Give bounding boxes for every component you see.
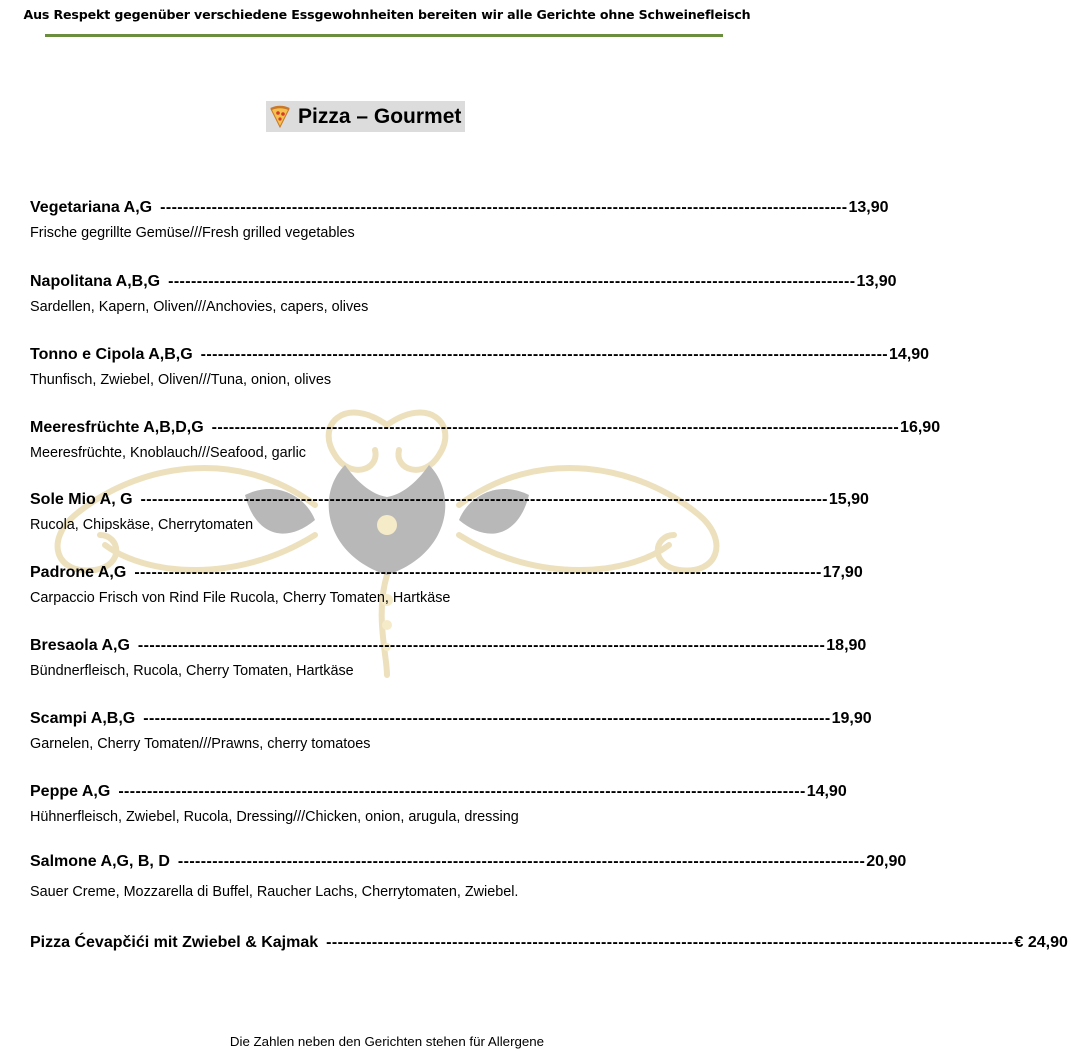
dish-description: Sardellen, Kapern, Oliven///Anchovies, capers, olives <box>30 299 369 315</box>
dish-price: 14,90 <box>806 783 847 800</box>
menu-item <box>30 564 863 606</box>
dot-leader: ------------------------------------------------------------------------------------------------------------------------ <box>211 419 900 436</box>
dish-name: Vegetariana A,G <box>30 199 153 216</box>
section-title <box>266 101 465 132</box>
dish-name: Peppe A,G <box>30 783 111 800</box>
allergen-footnote: Die Zahlen neben den Gerichten stehen für Allergene <box>229 1034 545 1049</box>
dish-description: Garnelen, Cherry Tomaten///Prawns, cherry tomatoes <box>30 736 371 752</box>
section-title-text: Pizza – Gourmet <box>298 104 462 128</box>
menu-item <box>30 346 930 388</box>
dot-leader: ------------------------------------------------------------------------------------------------------------------------ <box>118 783 806 800</box>
dish-name: Bresaola A,G <box>30 637 130 654</box>
menu-item <box>30 419 941 461</box>
menu-item <box>30 710 872 752</box>
menu-item <box>30 491 869 533</box>
dish-price: 20,90 <box>866 853 907 870</box>
dot-leader: ------------------------------------------------------------------------------------------------------------------------ <box>200 346 889 363</box>
dish-description: Carpaccio Frisch von Rind File Rucola, Cherry Tomaten, Hartkäse <box>30 590 451 606</box>
pizza-slice-icon <box>269 106 291 128</box>
dot-leader: ------------------------------------------------------------------------------------------------------------------------ <box>140 491 828 508</box>
dish-description: Frische gegrillte Gemüse///Fresh grilled vegetables <box>30 225 355 241</box>
dish-price: 16,90 <box>900 419 941 436</box>
dish-name: Meeresfrüchte A,B,D,G <box>30 419 204 436</box>
dish-description: Bündnerfleisch, Rucola, Cherry Tomaten, Hartkäse <box>30 663 354 679</box>
dot-leader: ------------------------------------------------------------------------------------------------------------------------ <box>134 564 822 581</box>
dish-name: Sole Mio A, G <box>30 491 133 508</box>
dish-price: 17,90 <box>822 564 863 581</box>
dot-leader: ------------------------------------------------------------------------------------------------------------------------ <box>326 934 1014 951</box>
dish-description: Hühnerfleisch, Zwiebel, Rucola, Dressing///Chicken, onion, arugula, dressing <box>30 809 519 825</box>
dish-name: Pizza Ćevapčići mit Zwiebel & Kajmak <box>30 934 319 951</box>
menu-item <box>30 853 907 900</box>
menu-item <box>30 199 889 241</box>
header-divider <box>45 34 723 37</box>
dish-name: Salmone A,G, B, D <box>30 853 170 870</box>
menu-item <box>30 783 847 825</box>
dish-price: 15,90 <box>828 491 869 508</box>
dish-name: Napolitana A,B,G <box>30 273 161 290</box>
menu-item <box>30 273 897 315</box>
dish-price: € 24,90 <box>1014 934 1068 951</box>
dish-name: Tonno e Cipola A,B,G <box>30 346 193 363</box>
menu-item <box>30 934 1068 952</box>
dish-price: 18,90 <box>826 637 867 654</box>
dish-name: Scampi A,B,G <box>30 710 136 727</box>
dish-price: 13,90 <box>856 273 897 290</box>
dot-leader: ------------------------------------------------------------------------------------------------------------------------ <box>160 199 848 216</box>
dot-leader: ------------------------------------------------------------------------------------------------------------------------ <box>137 637 826 654</box>
dish-name: Padrone A,G <box>30 564 127 581</box>
pork-free-notice: Aus Respekt gegenüber verschiedene Essgewohnheiten bereiten wir alle Gerichte ohne Schweinefleisch <box>23 7 751 22</box>
menu-item <box>30 637 867 679</box>
dot-leader: ------------------------------------------------------------------------------------------------------------------------ <box>177 853 866 870</box>
dish-price: 19,90 <box>831 710 872 727</box>
dish-price: 14,90 <box>889 346 930 363</box>
dish-description: Thunfisch, Zwiebel, Oliven///Tuna, onion, olives <box>30 372 332 388</box>
dish-price: 13,90 <box>848 199 889 216</box>
dish-description: Sauer Creme, Mozzarella di Buffel, Raucher Lachs, Cherrytomaten, Zwiebel. <box>30 884 519 900</box>
dish-description: Meeresfrüchte, Knoblauch///Seafood, garlic <box>30 445 306 461</box>
dot-leader: ------------------------------------------------------------------------------------------------------------------------ <box>168 273 856 290</box>
dish-description: Rucola, Chipskäse, Cherrytomaten <box>30 517 254 533</box>
dot-leader: ------------------------------------------------------------------------------------------------------------------------ <box>143 710 831 727</box>
